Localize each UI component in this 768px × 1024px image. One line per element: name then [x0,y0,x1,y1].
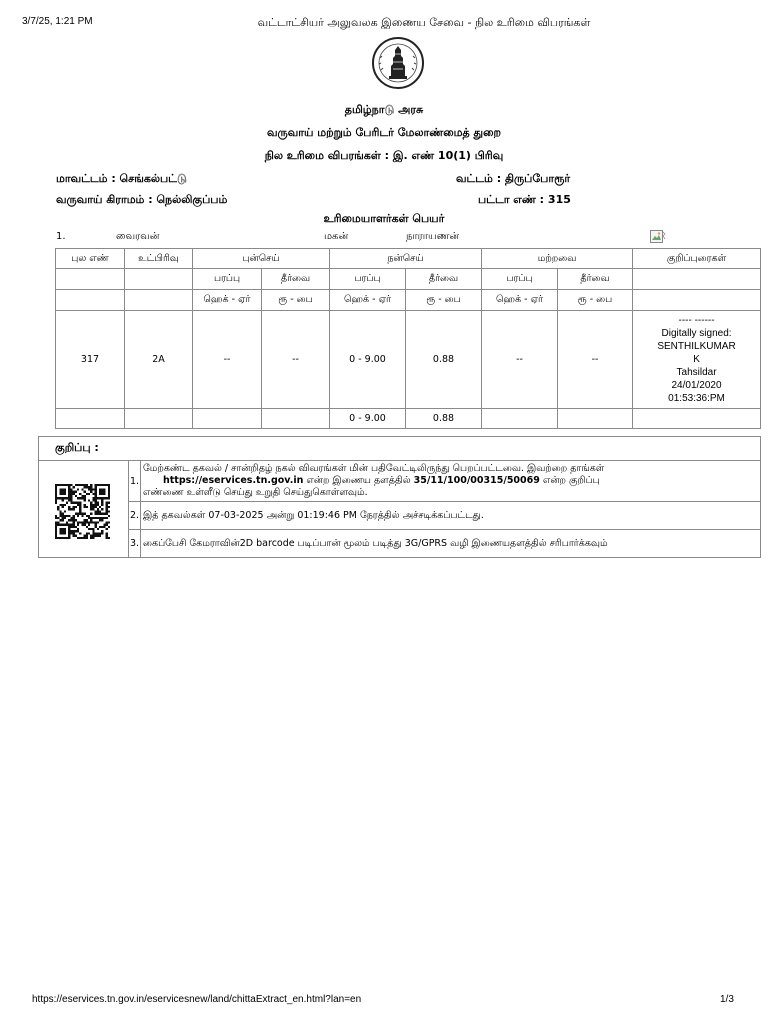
tamil-nadu-emblem-icon [371,36,425,90]
list-item [39,502,761,530]
cell-dry-tax: -- [262,311,330,409]
header-wet-land: நன்செய் [330,249,482,269]
cell-remarks [633,311,761,409]
subheader-wet-tax: தீர்வை [406,269,482,290]
list-item [39,530,761,558]
note-number: 1. [129,461,141,502]
subheader-wet-area: பரப்பு [330,269,406,290]
owner-index: 1. [56,231,66,242]
header-other-land: மற்றவை [482,249,633,269]
table-row [56,311,761,409]
note-text-2: இத் தகவல்கள் 07-03-2025 அன்று 01:19:46 PM நேரத்தில் அச்சடிக்கப்பட்டது. [141,502,761,530]
owners-title: உரிமையாளர்கள் பெயர் [323,212,445,225]
signer-name: SENTHILKUMAR [657,341,736,352]
signer-initial: K [693,354,700,365]
cell-survey-no: 317 [56,311,125,409]
village-label: வருவாய் கிராமம் : நெல்லிகுப்பம் [56,193,228,206]
verification-link[interactable]: https://eservices.tn.gov.in [163,475,304,486]
remarks-dash: ---- ------ [678,315,715,326]
table-header-row [56,249,761,269]
header-remarks: குறிப்புரைகள் [633,249,761,269]
note-text-1-end: எண்ணை உள்ளீடு செய்து உறுதி செய்துகொள்ளவும். [143,487,368,498]
cell-wet-area: 0 - 9.00 [330,311,406,409]
signer-designation: Tahsildar [676,367,717,378]
note-text-1-mid: என்ற இணைய தளத்தில் [306,475,411,486]
unit-wet-area: ஹெக் - ஏர் [330,290,406,311]
subheader-dry-area: பரப்பு [193,269,262,290]
total-wet-area: 0 - 9.00 [330,409,406,429]
table-subheader-row [56,269,761,290]
subheader-dry-tax: தீர்வை [262,269,330,290]
unit-other-area: ஹெக் - ஏர் [482,290,558,311]
list-item [39,461,761,502]
table-total-row [56,409,761,429]
cell-other-area: -- [482,311,558,409]
print-datetime: 3/7/25, 1:21 PM [22,16,93,27]
note-text-1-pre: மேற்கண்ட தகவல் / சான்றிதழ் நகல் விவரங்கள் மின் பதிவேட்டிலிருந்து பெறப்பட்டவை. இவற்றை தாங்கள் [143,463,605,474]
signature-date: 24/01/2020 [671,380,722,391]
cell-subdivision: 2A [125,311,193,409]
note-text-1-post: என்ற குறிப்பு [542,475,600,486]
note-number: 3. [129,530,141,558]
unit-other-tax: ரூ - பை [558,290,633,311]
digital-signature-label: Digitally signed: [661,328,732,339]
unit-dry-area: ஹெக் - ஏர் [193,290,262,311]
taluk-label: வட்டம் : திருப்போரூர் [456,172,571,185]
cell-wet-tax: 0.88 [406,311,482,409]
owner-name: வைரவன் [116,231,160,242]
land-record-table [55,248,761,429]
unit-wet-tax: ரூ - பை [406,290,482,311]
subheader-other-tax: தீர்வை [558,269,633,290]
cell-dry-area: -- [193,311,262,409]
print-page-number: 1/3 [720,994,734,1005]
cell-other-tax: -- [558,311,633,409]
header-subdivision: உட்பிரிவு [125,249,193,269]
header-dry-land: புன்செய் [193,249,330,269]
notes-title-row [39,437,761,461]
govt-title: தமிழ்நாடு அரசு [344,103,424,116]
note-text-3: கைப்பேசி கேமராவின்2D barcode படிப்பான் மூலம் படித்து 3G/GPRS வழி இணையதளத்தில் சரிபார்க்கவும் [141,530,761,558]
note-number: 2. [129,502,141,530]
subheader-other-area: பரப்பு [482,269,558,290]
print-page-title: வட்டாட்சியர் அலுவலக இணைய சேவை - நில உரிமை விபரங்கள் [257,16,591,29]
reference-number: 35/11/100/00315/50069 [413,475,540,486]
department-title: வருவாய் மற்றும் பேரிடர் மேலாண்மைத் துறை [267,126,501,139]
total-wet-tax: 0.88 [406,409,482,429]
owner-relation: மகன் [324,231,349,242]
patta-number-label: பட்டா எண் : 315 [478,193,571,206]
qr-code-icon [55,484,110,539]
header-survey-no: புல எண் [56,249,125,269]
table-units-row [56,290,761,311]
notes-title: குறிப்பு : [55,441,99,454]
notes-table [38,436,761,558]
document-title: நில உரிமை விபரங்கள் : இ. எண் 10(1) பிரிவு [264,149,504,162]
unit-dry-tax: ரூ - பை [262,290,330,311]
district-label: மாவட்டம் : செங்கல்பட்டு [56,172,187,185]
broken-image-icon [650,230,666,244]
owner-parent: நாராயணன் [406,231,460,242]
signature-time: 01:53:36:PM [668,393,725,404]
print-url: https://eservices.tn.gov.in/eservicesnew/land/chittaExtract_en.html?lan=en [32,994,362,1005]
